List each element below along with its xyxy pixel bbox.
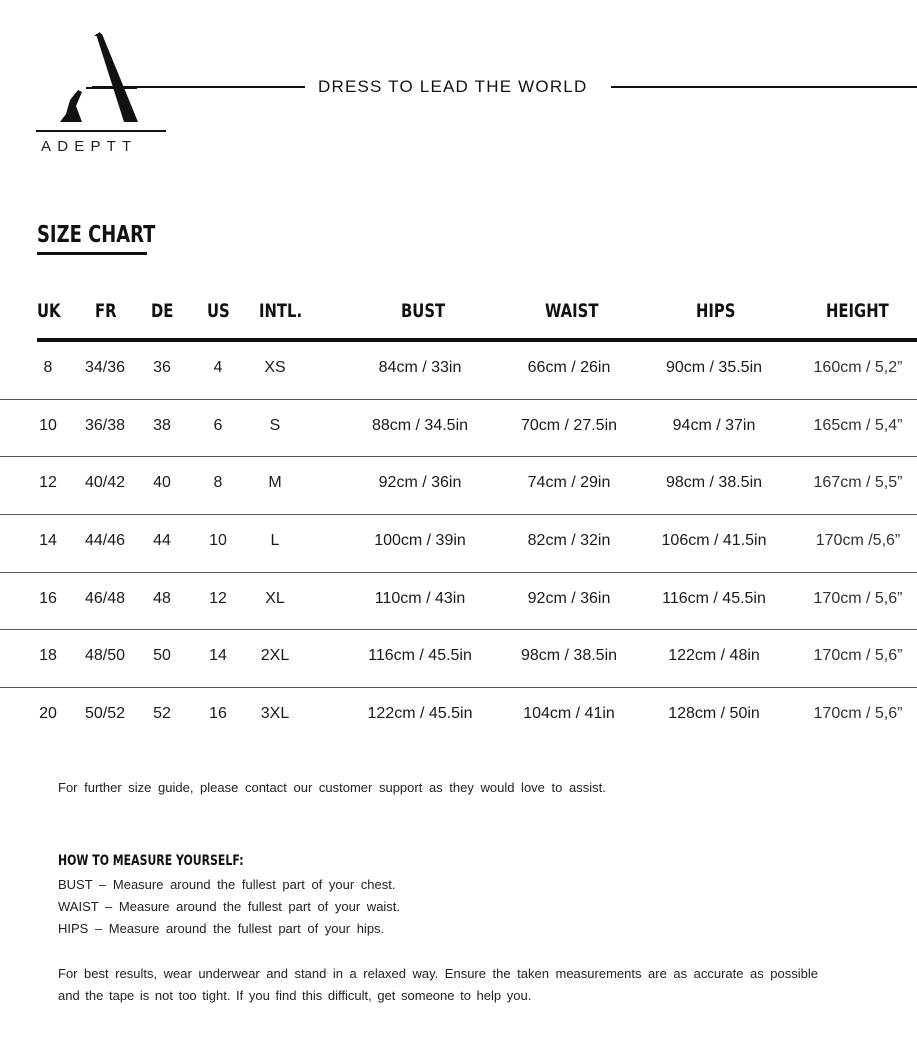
cell-hips: 90cm / 35.5in: [665, 359, 763, 376]
howto-waist: WAIST – Measure around the fullest part of your waist.: [58, 899, 401, 914]
cell-bust: 100cm / 39in: [374, 532, 466, 550]
cell-bust: 88cm / 34.5in: [371, 416, 469, 434]
cell-fr: 34/36: [84, 359, 126, 376]
howto-hips: HIPS – Measure around the fullest part of your hips.: [58, 921, 385, 936]
header-waist: WAIST: [545, 300, 599, 322]
cell-uk: 20: [39, 705, 57, 723]
tagline-divider-left: [92, 86, 305, 88]
header-uk: UK: [37, 300, 61, 322]
cell-us: 6: [213, 416, 223, 434]
cell-us: 14: [209, 647, 227, 665]
cell-de: 40: [153, 474, 171, 492]
cell-fr: 44/46: [84, 532, 126, 550]
cell-intl: 3XL: [260, 705, 290, 723]
table-header: [0, 300, 917, 328]
cell-hips: 106cm / 41.5in: [661, 532, 767, 550]
cell-fr: 46/48: [84, 589, 126, 607]
table-row: [0, 630, 917, 688]
header-height: HEIGHT: [826, 300, 889, 322]
cell-de: 52: [153, 705, 171, 723]
cell-us: 8: [213, 474, 223, 492]
brand-name: ADEPTT: [41, 138, 138, 155]
cell-hips: 94cm / 37in: [672, 416, 756, 434]
cell-uk: 14: [39, 532, 57, 550]
size-guide-note: For further size guide, please contact our customer support as they would love to assist.: [58, 780, 606, 795]
cell-waist: 66cm / 26in: [527, 359, 611, 376]
cell-hips: 98cm / 38.5in: [665, 474, 763, 492]
howto-title: HOW TO MEASURE YOURSELF:: [58, 853, 244, 869]
title-underline: [37, 252, 147, 255]
cell-waist: 70cm / 27.5in: [520, 416, 618, 434]
cell-hips: 116cm / 45.5in: [662, 589, 766, 607]
cell-uk: 10: [39, 416, 57, 434]
cell-de: 44: [153, 532, 171, 550]
cell-bust: 84cm / 33in: [378, 359, 462, 376]
cell-uk: 12: [39, 474, 57, 492]
cell-us: 10: [209, 532, 227, 550]
cell-intl: 2XL: [260, 647, 290, 665]
cell-de: 48: [153, 589, 171, 607]
header-fr: FR: [95, 300, 117, 322]
cell-hips: 128cm / 50in: [668, 705, 760, 723]
table-row: [0, 342, 917, 400]
cell-waist: 82cm / 32in: [527, 532, 611, 550]
size-table-body: [0, 342, 917, 745]
cell-height: 165cm / 5,4”: [813, 416, 903, 434]
cell-height: 160cm / 5,2”: [813, 359, 903, 376]
tagline-divider-right: [611, 86, 917, 88]
cell-height: 170cm / 5,6”: [813, 647, 903, 665]
cell-waist: 92cm / 36in: [527, 589, 611, 607]
cell-us: 16: [209, 705, 227, 723]
cell-hips: 122cm / 48in: [668, 647, 760, 665]
cell-fr: 36/38: [84, 416, 126, 434]
cell-fr: 48/50: [84, 647, 126, 665]
cell-uk: 18: [39, 647, 57, 665]
table-row: [0, 457, 917, 515]
cell-intl: M: [268, 474, 282, 492]
cell-de: 36: [153, 359, 171, 376]
table-row: [0, 688, 917, 745]
cell-height: 170cm / 5,6”: [813, 705, 903, 723]
cell-us: 12: [209, 589, 227, 607]
cell-de: 50: [153, 647, 171, 665]
cell-us: 4: [213, 359, 223, 376]
cell-intl: XL: [265, 589, 285, 607]
header-intl: INTL.: [259, 300, 303, 322]
cell-intl: S: [269, 416, 281, 434]
header-us: US: [207, 300, 230, 322]
cell-waist: 74cm / 29in: [527, 474, 611, 492]
cell-height: 170cm / 5,6”: [813, 589, 903, 607]
tagline: DRESS TO LEAD THE WORLD: [318, 77, 588, 96]
cell-uk: 16: [39, 589, 57, 607]
cell-uk: 8: [43, 359, 53, 376]
cell-height: 170cm /5,6”: [815, 532, 901, 550]
best-results-note: For best results, wear underwear and stand in a relaxed way. Ensure the taken measurements are as accurate as possible and the tape is not too tight. If you find this difficult, get someone to help you.: [58, 966, 818, 1003]
cell-bust: 116cm / 45.5in: [368, 647, 472, 665]
page-title: SIZE CHART: [37, 222, 156, 248]
cell-intl: XS: [264, 359, 286, 376]
howto-bust: BUST – Measure around the fullest part of your chest.: [58, 877, 396, 892]
table-row: [0, 573, 917, 631]
cell-bust: 122cm / 45.5in: [367, 705, 473, 723]
cell-de: 38: [153, 416, 171, 434]
cell-bust: 92cm / 36in: [378, 474, 462, 492]
cell-height: 167cm / 5,5”: [813, 474, 903, 492]
cell-fr: 40/42: [84, 474, 126, 492]
table-row: [0, 515, 917, 573]
header-bust: BUST: [401, 300, 446, 322]
cell-waist: 98cm / 38.5in: [520, 647, 618, 665]
table-row: [0, 400, 917, 458]
cell-bust: 110cm / 43in: [374, 589, 466, 607]
cell-intl: L: [270, 532, 280, 550]
header-de: DE: [151, 300, 174, 322]
cell-waist: 104cm / 41in: [523, 705, 615, 723]
header-hips: HIPS: [696, 300, 736, 322]
cell-fr: 50/52: [84, 705, 126, 723]
